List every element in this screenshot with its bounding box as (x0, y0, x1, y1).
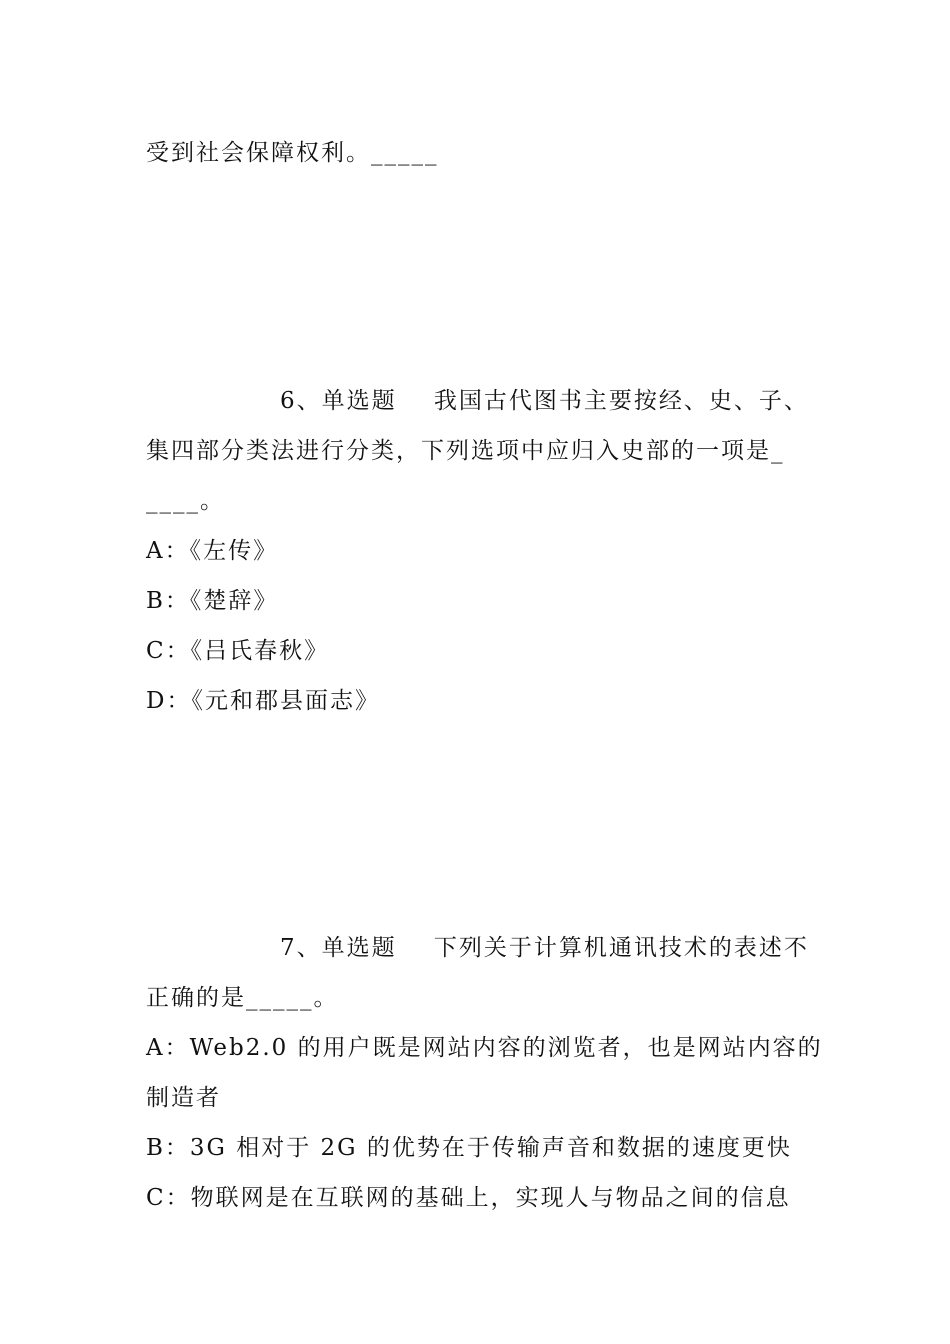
q6-stem-line-1: 6、单选题 我国古代图书主要按经、史、子、 (280, 388, 809, 414)
q7-option-a-line-2: 制造者 (146, 1085, 221, 1111)
q6-option-c: C：《吕氏春秋》 (146, 638, 330, 664)
q5-tail-text: 受到社会保障权利。_____ (146, 140, 439, 166)
q6-stem-line-2: 集四部分类法进行分类，下列选项中应归入史部的一项是_ (146, 438, 785, 464)
q6-stem-line-3: ____。 (146, 488, 225, 514)
q7-stem-line-1: 7、单选题 下列关于计算机通讯技术的表述不 (280, 935, 809, 961)
q7-option-c-line-1: C：物联网是在互联网的基础上，实现人与物品之间的信息 (146, 1185, 791, 1211)
q6-option-d: D：《元和郡县面志》 (146, 688, 380, 714)
q7-stem-line-2: 正确的是_____。 (146, 985, 339, 1011)
q7-option-b: B：3G 相对于 2G 的优势在于传输声音和数据的速度更快 (146, 1135, 792, 1161)
q6-option-b: B：《楚辞》 (146, 588, 279, 614)
q6-option-a: A：《左传》 (146, 538, 279, 564)
q7-option-a-line-1: A：Web2.0 的用户既是网站内容的浏览者，也是网站内容的 (146, 1035, 823, 1061)
